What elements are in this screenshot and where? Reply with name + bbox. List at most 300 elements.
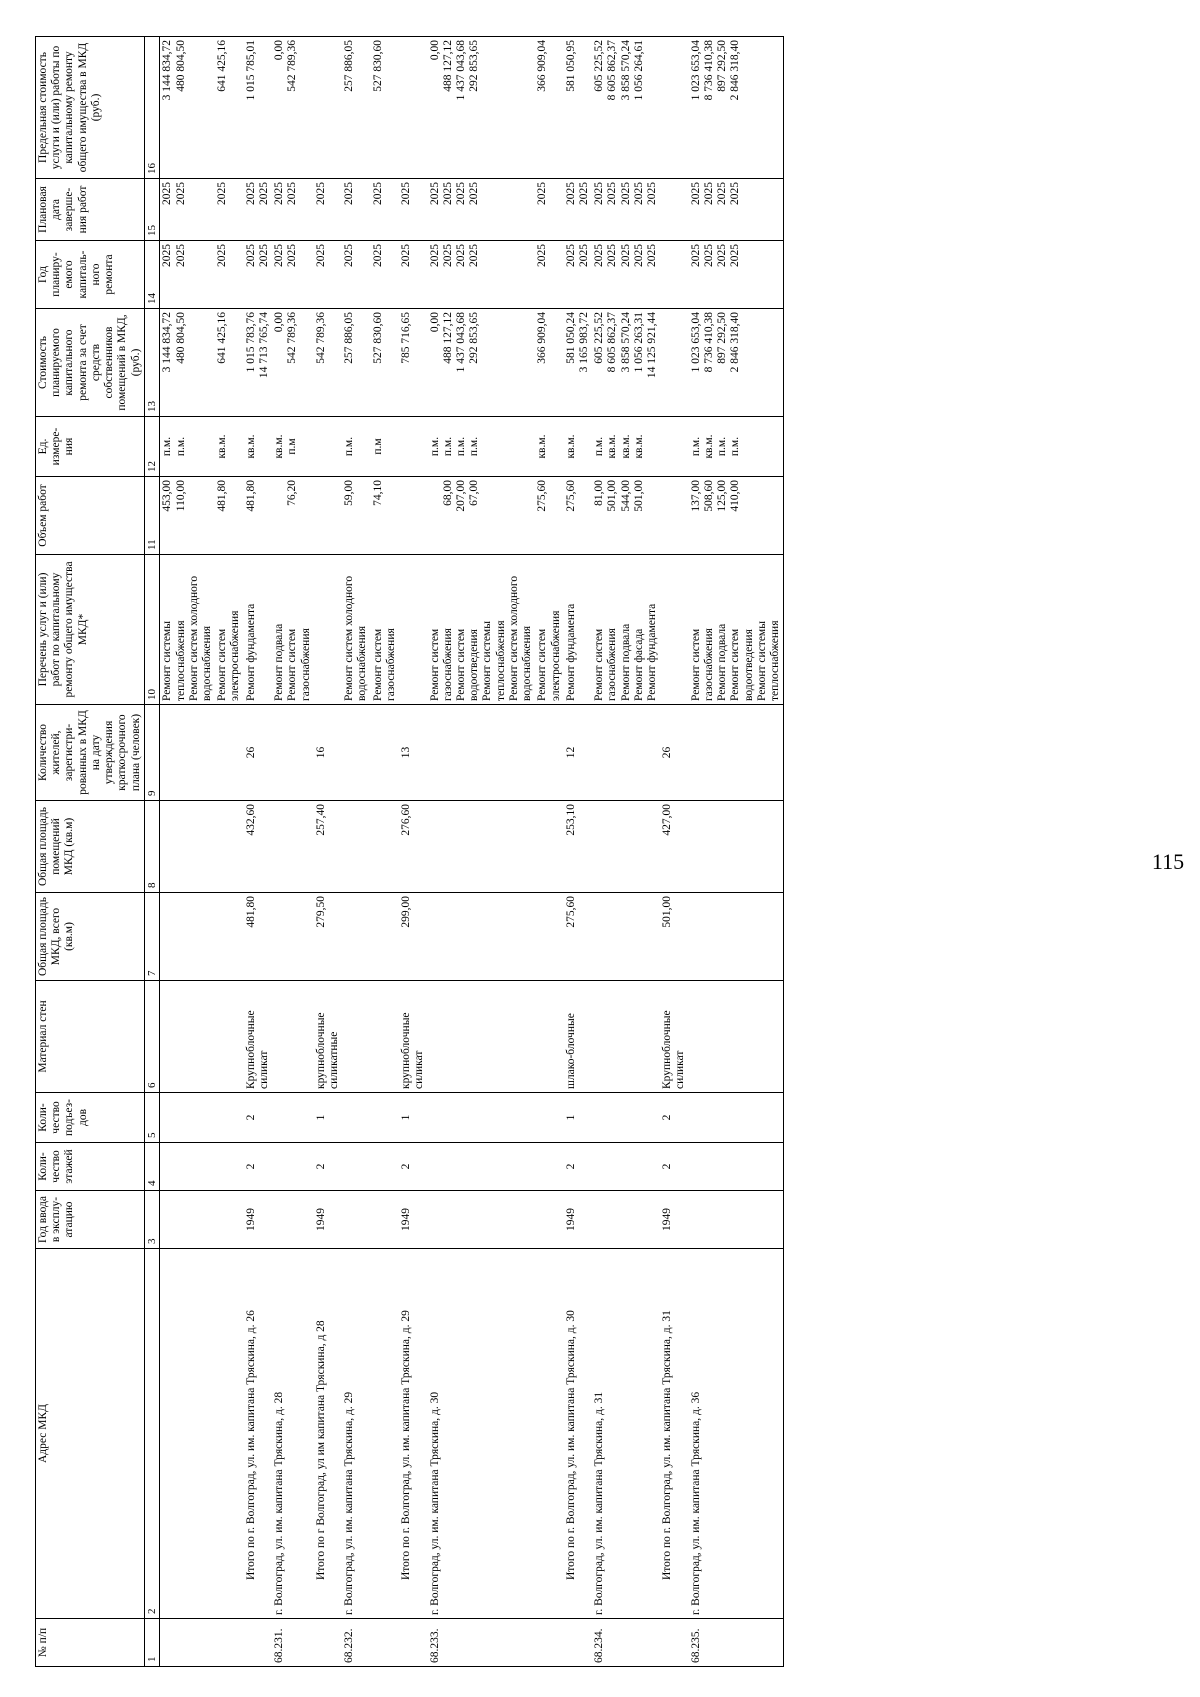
cell-line: 2025 — [441, 244, 454, 267]
cell-line: 1 023 653,04 — [689, 312, 702, 373]
cell-col-11 — [244, 477, 272, 555]
cell-col-8 — [272, 801, 314, 893]
cell-line: 137,00 — [689, 480, 702, 512]
cell-col-2 — [160, 1249, 215, 1619]
cell-line: 2025 — [646, 182, 659, 205]
cell-col-4: 2 — [244, 1143, 272, 1191]
cell-col-3 — [272, 1191, 314, 1249]
cell-col-5: 1 — [564, 1093, 592, 1143]
cell-line: 2025 — [161, 244, 174, 267]
cell-line: Ремонт фундамента — [646, 603, 659, 701]
cell-col-16 — [660, 37, 688, 179]
cell-line: 897 292,50 — [716, 40, 729, 92]
cell-line: 2025 — [619, 244, 632, 267]
cell-col-16 — [428, 37, 536, 179]
cell-col-8 — [342, 801, 370, 893]
cell-line: 508,60 — [702, 480, 715, 512]
cell-line: 110,00 — [174, 480, 187, 512]
cell-line: 501,00 — [606, 480, 619, 512]
column-number-row — [144, 37, 160, 1667]
cell-col-6: Крупноблочные силикат — [660, 981, 688, 1093]
cell-col-15 — [428, 179, 536, 241]
cell-col-2: Итого по г. Волгоград, ул. им. капитана Тряскина, д. 29 — [399, 1249, 427, 1619]
cell-col-7 — [371, 893, 399, 981]
cell-line: 1 056 264,61 — [632, 40, 645, 101]
cell-col-16 — [564, 37, 592, 179]
header-cell: Адрес МКД — [36, 1249, 145, 1619]
cell-line — [273, 480, 286, 551]
cell-col-6 — [342, 981, 370, 1093]
cell-col-8 — [535, 801, 563, 893]
cell-col-7 — [535, 893, 563, 981]
cell-line: п.м. — [454, 436, 467, 457]
cell-line: 2025 — [174, 182, 187, 205]
cell-line: п.м. — [689, 436, 702, 457]
cell-col-7: 279,50 — [314, 893, 342, 981]
cell-col-2: Итого по г. Волгоград, ул. им. капитана Тряскина, д. 30 — [564, 1249, 592, 1619]
page-number: 115 — [1151, 849, 1185, 874]
cell-col-11 — [428, 477, 536, 555]
cell-col-12 — [371, 417, 399, 477]
cell-col-5 — [535, 1093, 563, 1143]
cell-line: п.м. — [729, 436, 742, 457]
header-cell: Плановая дата заверше-ния работ — [36, 179, 145, 241]
cell-col-10 — [371, 555, 399, 705]
cell-col-9 — [371, 705, 399, 801]
cell-line: п.м. — [174, 436, 187, 457]
table-row — [535, 37, 563, 1667]
cell-line: кв.м. — [632, 434, 645, 459]
cell-line: 2025 — [689, 244, 702, 267]
cell-col-6 — [592, 981, 660, 1093]
cell-col-3: 1949 — [314, 1191, 342, 1249]
column-number: 5 — [144, 1093, 160, 1143]
cell-line: 605 225,52 — [593, 40, 606, 92]
cell-col-2: Итого по г. Волгоград, ул. им. капитана Тряскина, д. 26 — [244, 1249, 272, 1619]
cell-line: 527 830,60 — [371, 312, 384, 364]
cell-col-5 — [160, 1093, 215, 1143]
cell-line: 2025 — [244, 244, 257, 267]
cell-line: 544,00 — [619, 480, 632, 512]
cell-line: Ремонт системы теплоснабжения — [481, 620, 507, 701]
cell-line: Ремонт систем газоснабжения — [689, 628, 715, 701]
cell-col-15 — [399, 179, 427, 241]
cell-col-1 — [399, 1619, 427, 1667]
cell-col-8 — [371, 801, 399, 893]
cell-col-16 — [535, 37, 563, 179]
cell-line: 2025 — [606, 182, 619, 205]
cell-col-16 — [314, 37, 342, 179]
cell-line: 2025 — [729, 244, 742, 267]
cell-col-12 — [689, 417, 784, 477]
cell-col-4 — [160, 1143, 215, 1191]
cell-col-10 — [244, 555, 272, 705]
cell-col-15 — [160, 179, 215, 241]
column-number: 9 — [144, 705, 160, 801]
cell-col-10 — [272, 555, 314, 705]
cell-line: Ремонт подвала — [619, 623, 632, 701]
column-number: 2 — [144, 1249, 160, 1619]
cell-col-7 — [215, 893, 243, 981]
cell-col-8: 432,60 — [244, 801, 272, 893]
cell-line: п.м — [371, 438, 384, 455]
cell-col-13 — [399, 309, 427, 417]
cell-col-3 — [428, 1191, 536, 1249]
cell-col-12 — [592, 417, 660, 477]
table-row — [244, 37, 272, 1667]
cell-col-14 — [564, 241, 592, 309]
header-cell: Коли-чество подъез-дов — [36, 1093, 145, 1143]
table-row — [564, 37, 592, 1667]
cell-col-11 — [564, 477, 592, 555]
cell-col-3 — [160, 1191, 215, 1249]
table-row — [314, 37, 342, 1667]
cell-col-1 — [215, 1619, 243, 1667]
cell-col-14 — [342, 241, 370, 309]
cell-line: 8 736 410,38 — [702, 312, 715, 373]
cell-col-10 — [342, 555, 370, 705]
table-row — [689, 37, 784, 1667]
cell-line: 275,60 — [536, 480, 549, 512]
cell-line: 1 437 043,68 — [454, 40, 467, 101]
cell-line: 785 716,65 — [400, 312, 413, 364]
cell-col-2: Итого по г Волгоград, ул им капитана Тряскина, д 28 — [314, 1249, 342, 1619]
cell-col-10 — [314, 555, 342, 705]
cell-col-14 — [535, 241, 563, 309]
cell-line: 81,00 — [593, 480, 606, 506]
cell-col-1 — [564, 1619, 592, 1667]
cell-line: 2025 — [286, 182, 299, 205]
cell-col-14 — [399, 241, 427, 309]
cell-col-5: 1 — [314, 1093, 342, 1143]
cell-line: 2025 — [428, 244, 441, 267]
cell-line: 2025 — [174, 244, 187, 267]
cell-col-4 — [428, 1143, 536, 1191]
cell-line: 2025 — [161, 182, 174, 205]
cell-col-5 — [215, 1093, 243, 1143]
cell-col-6: Крупноблочные силикат — [244, 981, 272, 1093]
cell-col-1: 68.233. — [428, 1619, 536, 1667]
cell-line: п.м. — [343, 436, 356, 457]
cell-line: п.м. — [441, 436, 454, 457]
cell-col-3: 1949 — [399, 1191, 427, 1249]
cell-line: 542 789,36 — [314, 312, 327, 364]
cell-line: 275,60 — [564, 480, 577, 512]
cell-line: 2025 — [593, 182, 606, 205]
cell-line: 292 853,65 — [468, 312, 481, 364]
cell-line: 2025 — [702, 244, 715, 267]
cell-col-6 — [689, 981, 784, 1093]
cell-col-8 — [215, 801, 243, 893]
cell-col-16 — [342, 37, 370, 179]
cell-line: 366 909,04 — [536, 40, 549, 92]
cell-col-14 — [244, 241, 272, 309]
cell-col-12 — [660, 417, 688, 477]
cell-line: 1 437 043,68 — [454, 312, 467, 373]
cell-col-1 — [535, 1619, 563, 1667]
cell-col-14 — [371, 241, 399, 309]
cell-col-1: 68.235. — [689, 1619, 784, 1667]
cell-col-7: 481,80 — [244, 893, 272, 981]
cell-col-14 — [660, 241, 688, 309]
cell-line: 8 736 410,38 — [702, 40, 715, 101]
cell-line: 481,80 — [244, 480, 257, 512]
repair-plan-table — [35, 36, 784, 1667]
cell-col-12 — [272, 417, 314, 477]
cell-line: Ремонт фундамента — [244, 603, 257, 701]
cell-col-6 — [160, 981, 215, 1093]
cell-col-4: 2 — [399, 1143, 427, 1191]
header-cell: Стоимость планируемого капитального ремонта за счет средств собственников помещений в МКД, (руб.) — [36, 309, 145, 417]
cell-line: 0,00 — [273, 312, 286, 333]
cell-line: 257 886,05 — [343, 312, 356, 364]
cell-line: 2025 — [632, 244, 645, 267]
cell-col-9 — [592, 705, 660, 801]
cell-col-3 — [371, 1191, 399, 1249]
cell-line: 897 292,50 — [716, 312, 729, 364]
cell-col-12 — [244, 417, 272, 477]
cell-col-13 — [371, 309, 399, 417]
cell-col-14 — [592, 241, 660, 309]
cell-line: 1 056 263,31 — [632, 312, 645, 373]
cell-col-9: 13 — [399, 705, 427, 801]
cell-line: 3 165 983,72 — [577, 312, 590, 373]
cell-col-8: 276,60 — [399, 801, 427, 893]
cell-col-5: 1 — [399, 1093, 427, 1143]
cell-line: 3 144 834,72 — [161, 312, 174, 373]
cell-col-11 — [689, 477, 784, 555]
cell-line: п.м. — [716, 436, 729, 457]
cell-col-1: 68.231. — [272, 1619, 314, 1667]
cell-col-3 — [689, 1191, 784, 1249]
cell-line: 2025 — [716, 182, 729, 205]
cell-line: 527 830,60 — [371, 40, 384, 92]
cell-line: 2025 — [244, 182, 257, 205]
cell-line: 2025 — [314, 244, 327, 267]
table-row — [342, 37, 370, 1667]
cell-line: 292 853,65 — [468, 40, 481, 92]
cell-col-2 — [535, 1249, 563, 1619]
cell-col-4 — [272, 1143, 314, 1191]
cell-line: Ремонт подвала — [273, 623, 286, 701]
cell-col-6: шлако-блочные — [564, 981, 592, 1093]
cell-col-15 — [689, 179, 784, 241]
cell-col-4 — [535, 1143, 563, 1191]
cell-col-7: 299,00 — [399, 893, 427, 981]
cell-col-13 — [660, 309, 688, 417]
cell-col-3: 1949 — [660, 1191, 688, 1249]
cell-col-1: 68.232. — [342, 1619, 370, 1667]
cell-col-7 — [272, 893, 314, 981]
cell-line: Ремонт систем электроснабжения — [536, 610, 562, 701]
cell-col-15 — [592, 179, 660, 241]
cell-line: 59,00 — [343, 480, 356, 506]
cell-line: 0,00 — [273, 40, 286, 61]
cell-col-11 — [399, 477, 427, 555]
table-body — [160, 37, 784, 1667]
cell-line: 3 144 834,72 — [161, 40, 174, 101]
table-row — [428, 37, 536, 1667]
cell-col-16 — [215, 37, 243, 179]
cell-col-6 — [272, 981, 314, 1093]
cell-col-7 — [160, 893, 215, 981]
cell-line: Ремонт системы теплоснабжения — [161, 620, 187, 701]
cell-line: Ремонт систем газоснабжения — [286, 628, 312, 701]
cell-col-16 — [371, 37, 399, 179]
cell-line: 2025 — [216, 244, 229, 267]
cell-col-15 — [660, 179, 688, 241]
column-number: 15 — [144, 179, 160, 241]
cell-col-8: 253,10 — [564, 801, 592, 893]
cell-line: 581 050,24 — [564, 312, 577, 364]
cell-col-16 — [160, 37, 215, 179]
cell-line: Ремонт систем холодного водоснабжения — [187, 575, 214, 701]
cell-col-12 — [535, 417, 563, 477]
cell-line: 481,80 — [216, 480, 229, 512]
cell-col-1 — [371, 1619, 399, 1667]
cell-col-8 — [592, 801, 660, 893]
cell-col-15 — [564, 179, 592, 241]
cell-col-12 — [314, 417, 342, 477]
cell-line: 68,00 — [441, 480, 454, 506]
cell-col-1 — [314, 1619, 342, 1667]
cell-col-9 — [535, 705, 563, 801]
cell-col-13 — [592, 309, 660, 417]
cell-col-5 — [428, 1093, 536, 1143]
cell-col-13 — [215, 309, 243, 417]
cell-line: 2025 — [606, 244, 619, 267]
column-number: 1 — [144, 1619, 160, 1667]
cell-line: 2025 — [577, 244, 590, 267]
cell-line: 2025 — [257, 244, 270, 267]
cell-col-13 — [535, 309, 563, 417]
cell-line: 257 886,05 — [343, 40, 356, 92]
cell-col-2: г. Волгоград, ул. им. капитана Тряскина, д. 29 — [342, 1249, 370, 1619]
cell-col-12 — [160, 417, 215, 477]
column-number: 10 — [144, 555, 160, 705]
cell-line: кв.м. — [702, 434, 715, 459]
column-number: 12 — [144, 417, 160, 477]
cell-line: Ремонт систем холодного водоснабжения — [507, 575, 534, 701]
cell-line: Ремонт систем газоснабжения — [371, 628, 397, 701]
cell-col-1: 68.234. — [592, 1619, 660, 1667]
cell-line: Ремонт систем газоснабжения — [593, 628, 619, 701]
cell-line: 2025 — [702, 182, 715, 205]
cell-line: 581 050,95 — [564, 40, 577, 92]
cell-line: 125,00 — [716, 480, 729, 512]
cell-col-16 — [244, 37, 272, 179]
cell-col-13 — [564, 309, 592, 417]
cell-line: 480 804,50 — [174, 40, 187, 92]
cell-col-5: 2 — [660, 1093, 688, 1143]
cell-line: 605 225,52 — [593, 312, 606, 364]
cell-col-3 — [342, 1191, 370, 1249]
table-row — [160, 37, 215, 1667]
cell-col-16 — [592, 37, 660, 179]
cell-col-13 — [314, 309, 342, 417]
cell-col-7 — [689, 893, 784, 981]
cell-col-9 — [272, 705, 314, 801]
cell-col-5: 2 — [244, 1093, 272, 1143]
cell-col-13 — [689, 309, 784, 417]
cell-line: кв.м. — [273, 434, 286, 459]
cell-col-4 — [342, 1143, 370, 1191]
column-number: 16 — [144, 37, 160, 179]
cell-col-9 — [160, 705, 215, 801]
cell-line: кв.м. — [606, 434, 619, 459]
cell-line: Ремонт фасада — [632, 628, 645, 701]
cell-line: 0,00 — [428, 312, 441, 333]
cell-col-3: 1949 — [244, 1191, 272, 1249]
cell-line: 2025 — [468, 182, 481, 205]
cell-col-16 — [689, 37, 784, 179]
header-cell: Коли-чество этажей — [36, 1143, 145, 1191]
column-number: 4 — [144, 1143, 160, 1191]
cell-line: 542 789,36 — [286, 40, 299, 92]
table-row — [215, 37, 243, 1667]
table-row — [660, 37, 688, 1667]
cell-col-8 — [428, 801, 536, 893]
cell-col-10 — [564, 555, 592, 705]
cell-col-9 — [689, 705, 784, 801]
header-cell: Общая площадь помещений МКД (кв.м) — [36, 801, 145, 893]
cell-line: 1 015 783,76 — [244, 312, 257, 373]
cell-line: 2025 — [632, 182, 645, 205]
header-cell: Материал стен — [36, 981, 145, 1093]
cell-col-6: крупноблочные силикат — [399, 981, 427, 1093]
cell-line: Ремонт систем водоотведения — [454, 628, 481, 701]
cell-line: 0,00 — [428, 40, 441, 61]
cell-col-15 — [342, 179, 370, 241]
cell-col-2: г. Волгоград, ул. им. капитана Тряскина, д. 28 — [272, 1249, 314, 1619]
cell-col-2 — [215, 1249, 243, 1619]
cell-col-2: Итого по г. Волгоград, ул. им. капитана Тряскина, д. 31 — [660, 1249, 688, 1619]
cell-col-6 — [535, 981, 563, 1093]
cell-line: 2025 — [729, 182, 742, 205]
cell-col-12 — [564, 417, 592, 477]
cell-col-10 — [428, 555, 536, 705]
cell-col-12 — [399, 417, 427, 477]
cell-line: 2025 — [593, 244, 606, 267]
column-number: 7 — [144, 893, 160, 981]
cell-col-3 — [592, 1191, 660, 1249]
cell-col-15 — [244, 179, 272, 241]
table-row — [371, 37, 399, 1667]
cell-col-2: г. Волгоград, ул. им. капитана Тряскина, д. 36 — [689, 1249, 784, 1619]
cell-col-11 — [215, 477, 243, 555]
cell-line: 2025 — [273, 244, 286, 267]
cell-line — [429, 480, 442, 551]
cell-line: 8 605 862,37 — [606, 312, 619, 373]
header-cell: Объем работ — [36, 477, 145, 555]
cell-col-1 — [244, 1619, 272, 1667]
cell-col-4: 2 — [660, 1143, 688, 1191]
cell-line: 2025 — [454, 182, 467, 205]
cell-line: 74,10 — [371, 480, 384, 506]
cell-col-7 — [592, 893, 660, 981]
cell-line: 641 425,16 — [216, 312, 229, 364]
cell-col-11 — [342, 477, 370, 555]
cell-col-10 — [592, 555, 660, 705]
cell-col-14 — [428, 241, 536, 309]
cell-line: 2025 — [400, 182, 413, 205]
cell-col-7: 275,60 — [564, 893, 592, 981]
cell-line: 2025 — [564, 244, 577, 267]
cell-col-9: 26 — [244, 705, 272, 801]
cell-line: 2025 — [343, 244, 356, 267]
cell-col-3 — [535, 1191, 563, 1249]
cell-col-4 — [215, 1143, 243, 1191]
